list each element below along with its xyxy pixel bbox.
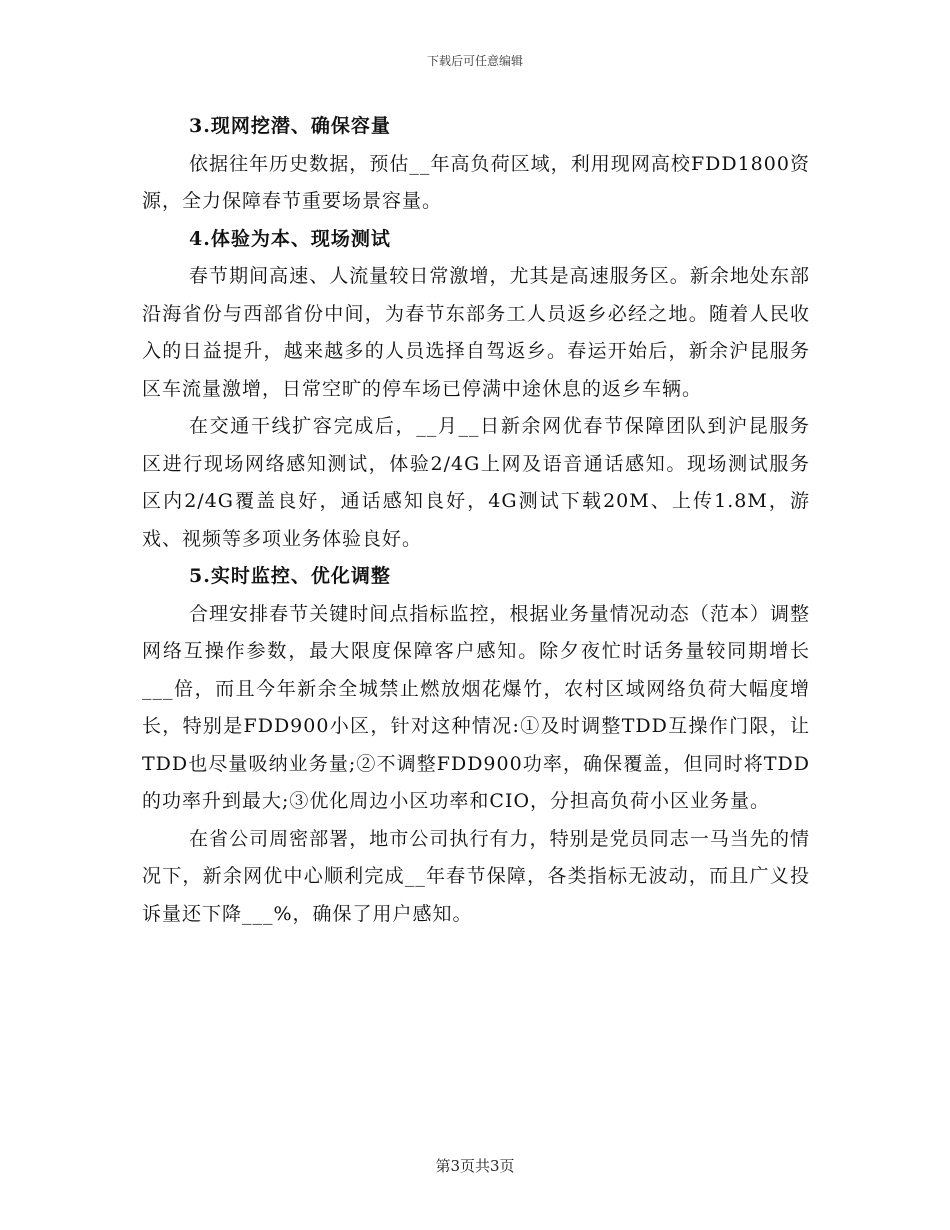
page-footer: 第3页共3页 bbox=[435, 1157, 515, 1175]
paragraph: 在省公司周密部署，地市公司执行有力，特别是党员同志一马当先的情况下，新余网优中心顺利完成__年春节保障，各类指标无波动，而且广义投诉量还下降___%，确保了用户感知。 bbox=[142, 827, 810, 925]
section-heading: 3.现网挖潜、确保容量 bbox=[189, 115, 391, 137]
paragraph: 依据往年历史数据，预估__年高负荷区域，利用现网高校FDD1800资源，全力保障春节重要场景容量。 bbox=[142, 152, 810, 212]
paragraph: 合理安排春节关键时间点指标监控，根据业务量情况动态（范本）调整网络互操作参数，最大限度保障客户感知。除夕夜忙时话务量较同期增长___倍，而且今年新余全城禁止燃放烟花爆竹，农村区域网络负荷大幅度增长，特别是FDD900小区，针对这种情况:①及时调整TDD互操作门限，让TDD也尽量吸纳业务量;②不调整FDD900功率，确保覆盖，但同时将TDD的功率升到最大;③优化周边小区功率和CIO，分担高负荷小区业务量。 bbox=[142, 602, 810, 812]
document-body bbox=[142, 108, 810, 933]
section-heading: 4.体验为本、现场测试 bbox=[189, 227, 391, 250]
paragraph: 春节期间高速、人流量较日常激增，尤其是高速服务区。新余地处东部沿海省份与西部省份中间，为春节东部务工人员返乡必经之地。随着人民收入的日益提升，越来越多的人员选择自驾返乡。春运开始后，新余沪昆服务区车流量激增，日常空旷的停车场已停满中途休息的返乡车辆。 bbox=[142, 265, 810, 400]
paragraph: 在交通干线扩容完成后，__月__日新余网优春节保障团队到沪昆服务区进行现场网络感知测试，体验2/4G上网及语音通话感知。现场测试服务区内2/4G覆盖良好，通话感知良好，4G测试下载20M、上传1.8M，游戏、视频等多项业务体验良好。 bbox=[142, 415, 810, 550]
section-heading: 5.实时监控、优化调整 bbox=[189, 565, 391, 587]
page-header: 下载后可任意编辑 bbox=[426, 54, 523, 68]
